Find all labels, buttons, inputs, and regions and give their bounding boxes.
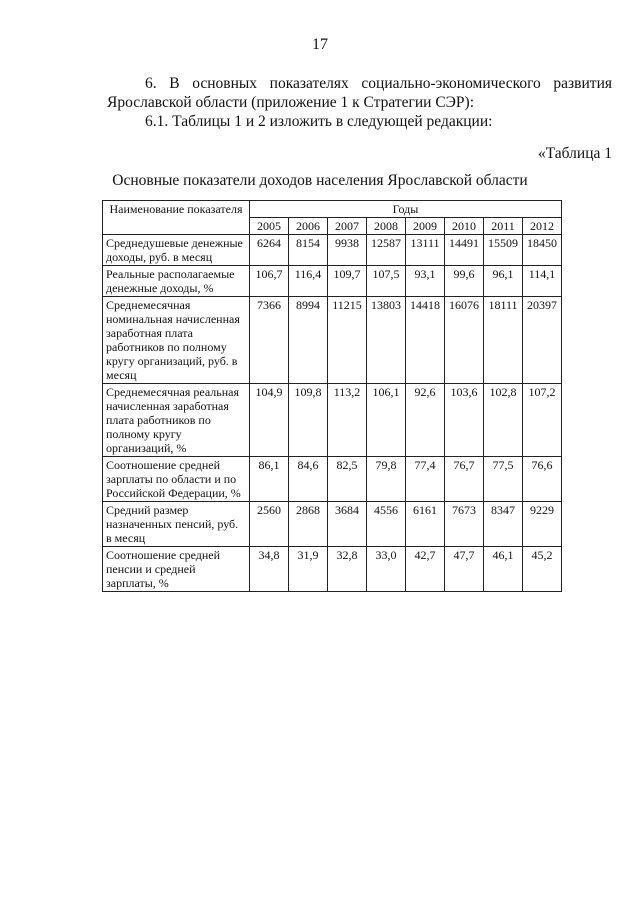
- table-cell: 32,8: [328, 547, 367, 592]
- table-cell: 16076: [445, 297, 484, 384]
- indicator-name-header: Наименование показателя: [103, 201, 250, 235]
- table-cell: 84,6: [289, 457, 328, 502]
- table-cell: 109,7: [328, 266, 367, 297]
- table-cell: 93,1: [406, 266, 445, 297]
- table-cell: 11215: [328, 297, 367, 384]
- table-cell: 3684: [328, 502, 367, 547]
- table-cell: 47,7: [445, 547, 484, 592]
- table-cell: 20397: [523, 297, 562, 384]
- year-header-cell: 2008: [367, 218, 406, 235]
- table-cell: 109,8: [289, 384, 328, 457]
- paragraph-6-1: 6.1. Таблицы 1 и 2 изложить в следующей редакции:: [145, 113, 493, 130]
- year-header-cell: 2011: [484, 218, 523, 235]
- table-header-row: [103, 201, 562, 218]
- row-label: Среднемесячная реальная начисленная заработная плата работников по полному кругу организаций, %: [103, 384, 250, 457]
- table-row: [103, 297, 562, 384]
- table-row: [103, 235, 562, 266]
- table-cell: 4556: [367, 502, 406, 547]
- table-cell: 8347: [484, 502, 523, 547]
- table-cell: 33,0: [367, 547, 406, 592]
- row-label: Соотношение средней пенсии и средней зарплаты, %: [103, 547, 250, 592]
- table-cell: 79,8: [367, 457, 406, 502]
- table-cell: 13111: [406, 235, 445, 266]
- table-cell: 106,7: [250, 266, 289, 297]
- table-cell: 102,8: [484, 384, 523, 457]
- table-cell: 2560: [250, 502, 289, 547]
- table-row: [103, 266, 562, 297]
- table-row: [103, 457, 562, 502]
- table-caption: «Таблица 1: [537, 145, 612, 162]
- table-cell: 104,9: [250, 384, 289, 457]
- table-cell: 7673: [445, 502, 484, 547]
- page-number: 17: [312, 36, 328, 53]
- paragraph-6: [107, 74, 612, 112]
- table-row: [103, 384, 562, 457]
- table-cell: 82,5: [328, 457, 367, 502]
- table-cell: 7366: [250, 297, 289, 384]
- table-row: [103, 502, 562, 547]
- table-cell: 6264: [250, 235, 289, 266]
- table-cell: 107,5: [367, 266, 406, 297]
- table-cell: 45,2: [523, 547, 562, 592]
- income-indicators-table: [102, 200, 562, 592]
- table-cell: 9938: [328, 235, 367, 266]
- table-cell: 42,7: [406, 547, 445, 592]
- table-cell: 8994: [289, 297, 328, 384]
- paragraph-6-line-1: 6. В основных показателях социально-экономического развития: [145, 75, 612, 92]
- table-cell: 31,9: [289, 547, 328, 592]
- table-cell: 2868: [289, 502, 328, 547]
- table-cell: 76,7: [445, 457, 484, 502]
- table-cell: 14491: [445, 235, 484, 266]
- paragraph-6-line-2: Ярославской области (приложение 1 к Стратегии СЭР):: [107, 94, 474, 111]
- table-cell: 96,1: [484, 266, 523, 297]
- row-label: Соотношение средней зарплаты по области и по Российской Федерации, %: [103, 457, 250, 502]
- table-cell: 9229: [523, 502, 562, 547]
- table-cell: 18450: [523, 235, 562, 266]
- year-header-cell: 2012: [523, 218, 562, 235]
- table-title: Основные показатели доходов населения Ярославской области: [112, 172, 528, 189]
- year-header-cell: 2009: [406, 218, 445, 235]
- table-cell: 14418: [406, 297, 445, 384]
- table-cell: 77,5: [484, 457, 523, 502]
- table-cell: 6161: [406, 502, 445, 547]
- years-header: Годы: [250, 201, 562, 218]
- row-label: Среднедушевые денежные доходы, руб. в месяц: [103, 235, 250, 266]
- table-cell: 99,6: [445, 266, 484, 297]
- table-cell: 107,2: [523, 384, 562, 457]
- table-cell: 77,4: [406, 457, 445, 502]
- row-label: Реальные располагаемые денежные доходы, %: [103, 266, 250, 297]
- table-cell: 92,6: [406, 384, 445, 457]
- table-cell: 12587: [367, 235, 406, 266]
- year-header-cell: 2007: [328, 218, 367, 235]
- table-cell: 76,6: [523, 457, 562, 502]
- table-cell: 114,1: [523, 266, 562, 297]
- table-cell: 46,1: [484, 547, 523, 592]
- row-label: Среднемесячная номинальная начисленная заработная плата работников по полному кругу организаций, руб. в месяц: [103, 297, 250, 384]
- table-cell: 106,1: [367, 384, 406, 457]
- table-row: [103, 547, 562, 592]
- year-header-cell: 2005: [250, 218, 289, 235]
- table-cell: 15509: [484, 235, 523, 266]
- table-cell: 34,8: [250, 547, 289, 592]
- table-cell: 116,4: [289, 266, 328, 297]
- row-label: Средний размер назначенных пенсий, руб. в месяц: [103, 502, 250, 547]
- table-cell: 8154: [289, 235, 328, 266]
- year-header-cell: 2006: [289, 218, 328, 235]
- year-header-cell: 2010: [445, 218, 484, 235]
- table-cell: 103,6: [445, 384, 484, 457]
- table-cell: 86,1: [250, 457, 289, 502]
- table-cell: 113,2: [328, 384, 367, 457]
- table-cell: 13803: [367, 297, 406, 384]
- table-cell: 18111: [484, 297, 523, 384]
